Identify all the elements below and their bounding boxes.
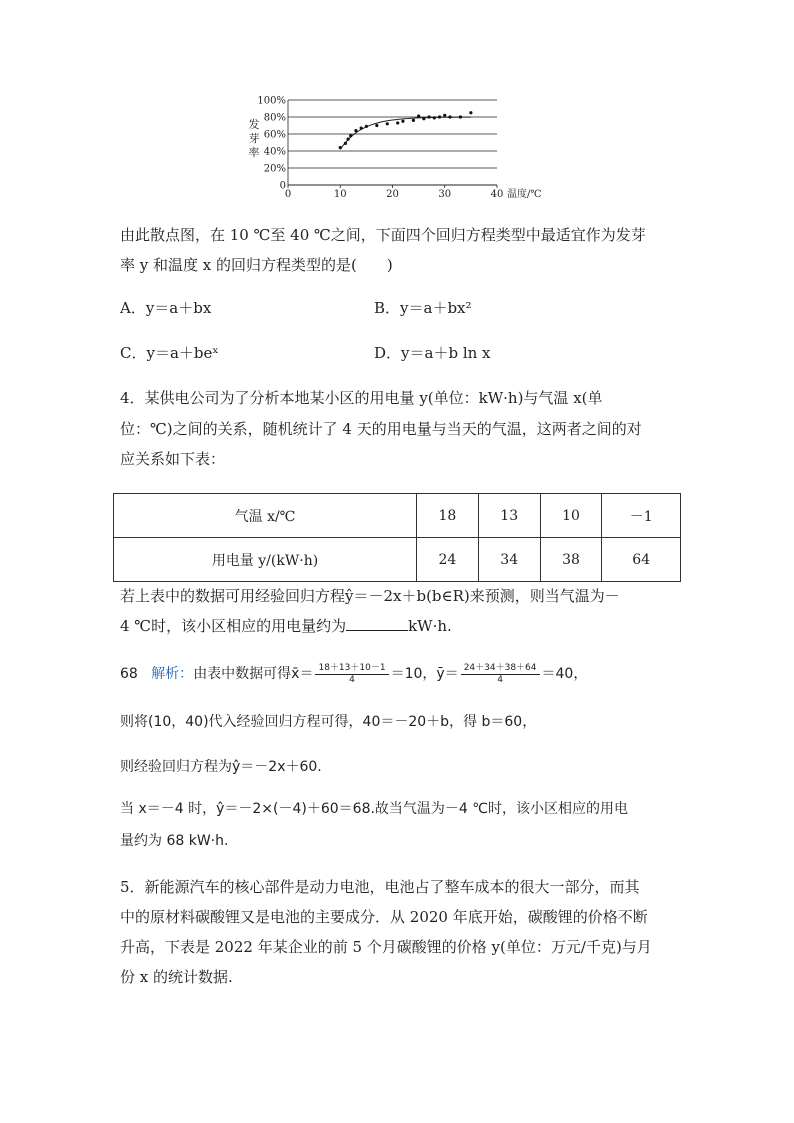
scatter-point <box>396 121 399 124</box>
x-tick-label: 40 <box>490 189 504 200</box>
y-tick-label: 40% <box>263 146 286 158</box>
solution-line5: 量约为 68 kW·h. <box>120 833 229 849</box>
table-row <box>114 538 681 582</box>
scatter-point <box>469 111 472 114</box>
scatter-point <box>346 138 349 141</box>
solution-line1 <box>120 662 587 686</box>
q3-option-d: D．y＝a＋b ln x <box>374 344 491 362</box>
q4-after-line1: 若上表中的数据可用经验回归方程ŷ＝－2x＋b(b∈R)来预测，则当气温为－ <box>120 587 620 605</box>
chart-x-ticks <box>285 185 504 200</box>
scatter-point <box>443 114 446 117</box>
scatter-point <box>344 142 347 145</box>
scatter-point <box>349 134 352 137</box>
scatter-point <box>438 115 441 118</box>
table-cell: －1 <box>602 494 681 538</box>
q5-stem-line3: 升高，下表是 2022 年某企业的前 5 个月碳酸锂的价格 y(单位：万元/千克)与月 <box>120 938 652 956</box>
fraction-numerator: 18＋13＋10－1 <box>315 663 388 675</box>
table-cell: 18 <box>417 494 479 538</box>
fraction-denominator: 4 <box>497 674 503 685</box>
fraction-numerator: 24＋34＋38＋64 <box>461 663 540 675</box>
q5-stem-line2: 中的原材料碳酸锂又是电池的主要成分．从 2020 年底开始，碳酸锂的价格不断 <box>120 908 648 926</box>
q3-stem-line2: 率 y 和温度 x 的回归方程类型的是( ) <box>120 256 393 274</box>
q3-option-c: C．y＝a＋beˣ <box>120 344 219 362</box>
scatter-point <box>339 146 342 149</box>
q4-after-unit: kW·h. <box>408 617 452 635</box>
table-cell: 13 <box>478 494 540 538</box>
q4-after-line2 <box>120 616 452 636</box>
scatter-point <box>360 126 363 129</box>
solution-text-a: 由表中数据可得x̄＝ <box>193 666 314 682</box>
y-axis-label: 发芽率 <box>248 118 260 159</box>
scatter-point <box>401 120 404 123</box>
answer-blank <box>346 616 408 631</box>
q4-stem-line1: 4．某供电公司为了分析本地某小区的用电量 y(单位：kW·h)与气温 x(单 <box>120 389 603 407</box>
table-row <box>114 494 681 538</box>
solution-line3: 则经验回归方程为ŷ＝－2x＋60. <box>120 759 322 775</box>
table-cell: 用电量 y/(kW·h) <box>114 538 417 582</box>
table-cell: 10 <box>540 494 602 538</box>
solution-label: 解析： <box>151 666 194 682</box>
q3-stem-line1: 由此散点图，在 10 ℃至 40 ℃之间，下面四个回归方程类型中最适宜作为发芽 <box>120 226 646 244</box>
table-cell: 64 <box>602 538 681 582</box>
trend-curve <box>340 117 471 149</box>
q5-stem-line4: 份 x 的统计数据. <box>120 968 233 986</box>
table-cell: 气温 x/℃ <box>114 494 417 538</box>
x-axis-label: 温度/℃ <box>507 189 542 200</box>
scatter-point <box>433 116 436 119</box>
q3-option-a: A．y＝a＋bx <box>120 299 212 317</box>
scatter-point <box>417 115 420 118</box>
x-tick-label: 30 <box>438 189 452 200</box>
q4-stem-line3: 应关系如下表： <box>120 450 226 468</box>
scatter-point <box>448 115 451 118</box>
chart-gridlines <box>288 100 497 185</box>
q5-stem-line1: 5．新能源汽车的核心部件是动力电池，电池占了整车成本的很大一部分，而其 <box>120 878 640 896</box>
table-cell: 38 <box>540 538 602 582</box>
q4-data-table <box>113 493 681 582</box>
x-tick-label: 10 <box>333 189 347 200</box>
q4-after-text: 4 ℃时，该小区相应的用电量约为 <box>120 617 347 635</box>
q3-option-b: B．y＝a＋bx² <box>374 299 472 317</box>
germination-scatter-chart <box>245 92 555 200</box>
scatter-point <box>375 124 378 127</box>
y-tick-label: 20% <box>263 163 286 175</box>
q4-stem-line2: 位：℃)之间的关系，随机统计了 4 天的用电量与当天的气温，这两者之间的对 <box>120 420 642 438</box>
y-tick-label: 100% <box>257 95 286 107</box>
x-tick-label: 0 <box>284 189 292 200</box>
y-tick-label: 0 <box>279 180 286 192</box>
solution-text-c: ＝40， <box>541 666 588 682</box>
scatter-point <box>354 129 357 132</box>
fraction-x <box>315 663 388 686</box>
chart-y-ticks <box>257 96 286 192</box>
y-tick-label: 80% <box>263 112 286 124</box>
scatter-point <box>422 117 425 120</box>
solution-line4: 当 x＝－4 时，ŷ＝－2×(－4)＋60＝68.故当气温为－4 ℃时，该小区相应的用电 <box>120 801 629 817</box>
fraction-y <box>461 663 540 686</box>
solution-answer: 68 <box>120 666 138 682</box>
solution-line2: 则将(10，40)代入经验回归方程可得，40＝－20＋b，得 b＝60， <box>120 714 537 730</box>
y-tick-label: 60% <box>263 129 286 141</box>
scatter-point <box>427 115 430 118</box>
solution-text-b: ＝10，ȳ＝ <box>390 666 459 682</box>
scatter-point <box>459 115 462 118</box>
scatter-point <box>412 119 415 122</box>
fraction-denominator: 4 <box>349 674 355 685</box>
table-cell: 24 <box>417 538 479 582</box>
x-tick-label: 20 <box>386 189 399 200</box>
table-cell: 34 <box>478 538 540 582</box>
scatter-point <box>365 125 368 128</box>
scatter-point <box>386 122 389 125</box>
